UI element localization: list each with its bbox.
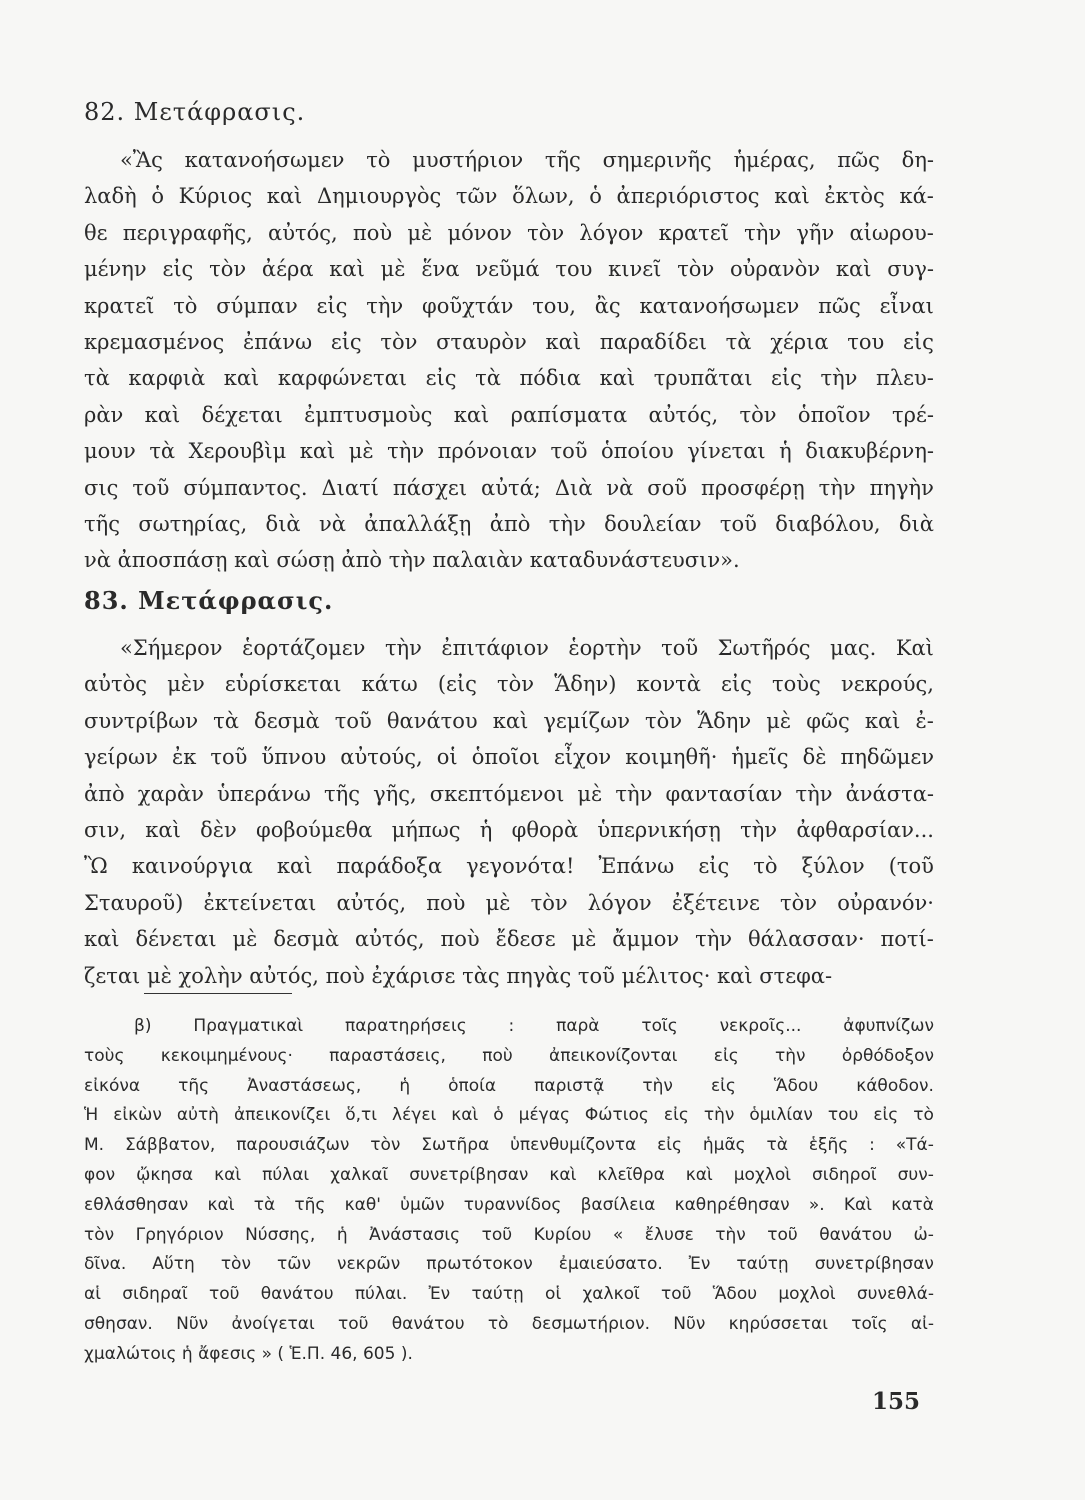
text-line: αὐτὸς μὲν εὑρίσκεται κάτω (εἰς τὸν Ἅδην) κοντὰ εἰς τοὺς νεκρούς,	[84, 672, 934, 697]
text-line: χμαλώτοις ἡ ἄφεσις » ( Ἑ.Π. 46, 605 ).	[84, 1343, 413, 1364]
text-line: λαδὴ ὁ Κύριος καὶ Δημιουργὸς τῶν ὅλων, ὁ ἀπεριόριστος καὶ ἐκτὸς κά-	[84, 184, 934, 209]
text-line: κρεμασμένος ἐπάνω εἰς τὸν σταυρὸν καὶ παραδίδει τὰ χέρια του εἰς	[84, 329, 934, 354]
page-number: 155	[872, 1388, 921, 1415]
text-line: «Σήμερον ἑορτάζομεν τὴν ἐπιτάφιον ἑορτὴν τοῦ Σωτῆρός μας. Καὶ	[120, 636, 934, 660]
text-line: σις τοῦ σύμπαντος. Διατί πάσχει αὐτά; Διὰ νὰ σοῦ προσφέρῃ τὴν πηγὴν	[84, 475, 934, 500]
text-line: νὰ ἀποσπάσῃ καὶ σώσῃ ἀπὸ τὴν παλαιὰν καταδυνάστευσιν».	[84, 548, 740, 573]
text-line: εθλάσθησαν καὶ τὰ τῆς καθ' ὑμῶν τυραννίδος βασίλεια καθηρέθησαν ». Καὶ κατὰ	[84, 1194, 934, 1215]
text-line: μουν τὰ Χερουβὶμ καὶ μὲ τὴν πρόνοιαν τοῦ ὁποίου γίνεται ἡ διακυβέρνη-	[84, 439, 934, 464]
footnote-separator	[144, 993, 292, 994]
text-line: καὶ δένεται μὲ δεσμὰ αὐτός, ποὺ ἔδεσε μὲ ἄμμον τὴν θάλασσαν· ποτί-	[84, 927, 934, 952]
text-line: δῖνα. Αὕτη τὸν τῶν νεκρῶν πρωτότοκον ἐμαιεύσατο. Ἐν ταύτῃ συνετρίβησαν	[84, 1254, 934, 1275]
text-line: ρὰν καὶ δέχεται ἐμπτυσμοὺς καὶ ραπίσματα αὐτός, τὸν ὁποῖον τρέ-	[84, 402, 934, 427]
section-82-body	[84, 142, 934, 579]
text-line: εἰκόνα τῆς Ἀναστάσεως, ἡ ὁποία παριστᾷ τὴν εἰς Ἅδου κάθοδον.	[84, 1075, 934, 1096]
section-83-body	[84, 630, 934, 994]
text-line: σθησαν. Νῦν ἀνοίγεται τοῦ θανάτου τὸ δεσμωτήριον. Νῦν κηρύσσεται τοῖς αἰ-	[84, 1313, 934, 1334]
text-line: τὰ καρφιὰ καὶ καρφώνεται εἰς τὰ πόδια καὶ τρυπᾶται εἰς τὴν πλευ-	[84, 366, 934, 391]
text-line: τοὺς κεκοιμημένους· παραστάσεις, ποὺ ἀπεικονίζονται εἰς τὴν ὀρθόδοξον	[84, 1045, 934, 1066]
text-line: Σταυροῦ) ἐκτείνεται αὐτός, ποὺ μὲ τὸν λόγον ἐξέτεινε τὸν οὐρανόν·	[84, 890, 934, 915]
footnote	[84, 1012, 934, 1370]
text-line: συντρίβων τὰ δεσμὰ τοῦ θανάτου καὶ γεμίζων τὸν Ἅδην μὲ φῶς καὶ ἐ-	[84, 708, 934, 733]
section-83-heading: 83. Μετάφρασις.	[84, 586, 334, 615]
text-line: κρατεῖ τὸ σύμπαν εἰς τὴν φοῦχτάν του, ἂς κατανοήσωμεν πῶς εἶναι	[84, 293, 934, 318]
text-line: μένην εἰς τὸν ἀέρα καὶ μὲ ἕνα νεῦμά του κινεῖ τὸν οὐρανὸν καὶ συγ-	[84, 257, 934, 282]
text-line: Ὢ καινούργια καὶ παράδοξα γεγονότα! Ἐπάνω εἰς τὸ ξύλον (τοῦ	[84, 854, 934, 879]
text-line: θε περιγραφῆς, αὐτός, ποὺ μὲ μόνον τὸν λόγον κρατεῖ τὴν γῆν αἰωρου-	[84, 220, 934, 245]
text-line: ἀπὸ χαρὰν ὑπεράνω τῆς γῆς, σκεπτόμενοι μὲ τὴν φαντασίαν τὴν ἀνάστα-	[84, 781, 934, 806]
text-line: φον ᾤκησα καὶ πύλαι χαλκαῖ συνετρίβησαν καὶ κλεῖθρα καὶ μοχλοὶ σιδηροῖ συν-	[84, 1164, 934, 1185]
text-line: Ἡ εἰκὼν αὐτὴ ἀπεικονίζει ὅ,τι λέγει καὶ ὁ μέγας Φώτιος εἰς τὴν ὁμιλίαν του εἰς τὸ	[84, 1105, 934, 1126]
text-line: ζεται μὲ χολὴν αὐτός, ποὺ ἐχάρισε τὰς πηγὰς τοῦ μέλιτος· καὶ στεφα-	[84, 963, 833, 988]
text-line: τῆς σωτηρίας, διὰ νὰ ἀπαλλάξῃ ἀπὸ τὴν δουλείαν τοῦ διαβόλου, διὰ	[84, 511, 934, 536]
text-line: τὸν Γρηγόριον Νύσσης, ἡ Ἀνάστασις τοῦ Κυρίου « ἔλυσε τὴν τοῦ θανάτου ὠ-	[84, 1224, 934, 1245]
text-line: γείρων ἐκ τοῦ ὕπνου αὐτούς, οἱ ὁποῖοι εἶχον κοιμηθῆ· ἡμεῖς δὲ πηδῶμεν	[84, 745, 934, 770]
text-line: β) Πραγματικαὶ παρατηρήσεις : παρὰ τοῖς νεκροῖς... ἀφυπνίζων	[134, 1016, 934, 1036]
section-82-heading: 82. Μετάφρασις.	[84, 98, 306, 126]
text-line: σιν, καὶ δὲν φοβούμεθα μήπως ἡ φθορὰ ὑπερνικήσῃ τὴν ἀφθαρσίαν...	[84, 817, 934, 842]
text-line: αἱ σιδηραῖ τοῦ θανάτου πύλαι. Ἐν ταύτῃ οἱ χαλκοῖ τοῦ Ἅδου μοχλοὶ συνεθλά-	[84, 1284, 934, 1305]
text-line: Μ. Σάββατον, παρουσιάζων τὸν Σωτῆρα ὑπενθυμίζοντα εἰς ἡμᾶς τὰ ἑξῆς : «Τά-	[84, 1135, 934, 1156]
text-line: «Ἂς κατανοήσωμεν τὸ μυστήριον τῆς σημερινῆς ἡμέρας, πῶς δη-	[120, 148, 934, 172]
